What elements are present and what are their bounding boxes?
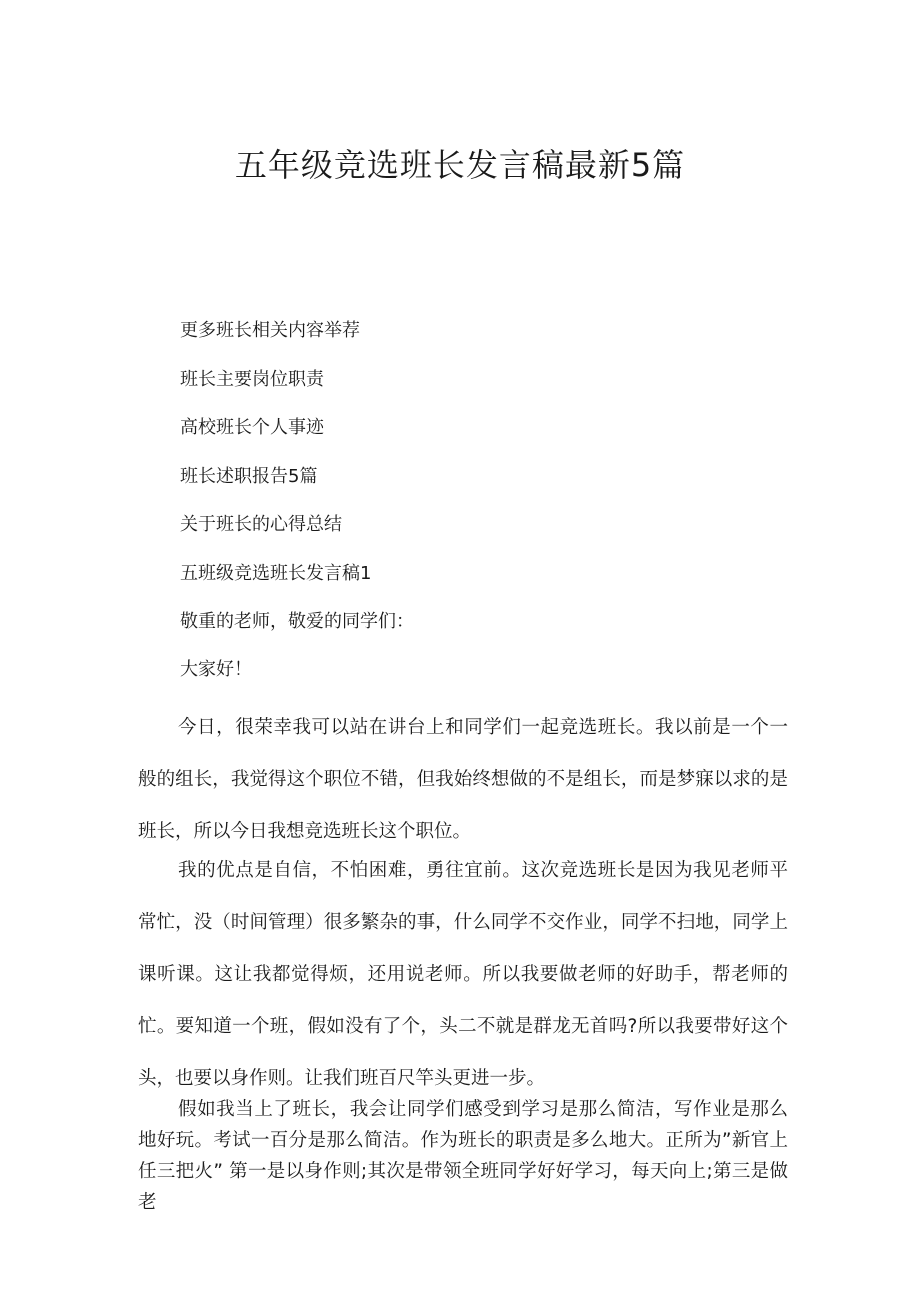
related-link[interactable]: 高校班长个人事迹 — [180, 417, 324, 438]
salutation: 敬重的老师，敬爱的同学们： — [180, 611, 414, 632]
related-link[interactable]: 班长主要岗位职责 — [180, 368, 324, 390]
related-link[interactable]: 关于班长的心得总结 — [180, 514, 342, 535]
related-link[interactable]: 班长述职报告5篇 — [180, 465, 318, 487]
body-paragraph-1: 今日，很荣幸我可以站在讲台上和同学们一起竞选班长。我以前是一个一般的组长，我觉得这个职位不错，但我始终想做的不是组长，而是梦寐以求的是班长，所以今日我想竞选班长这个职位。 — [138, 717, 788, 842]
document-title: 五年级竞选班长发言稿最新5篇 — [234, 146, 686, 184]
greeting-hello: 大家好！ — [180, 659, 252, 680]
related-links-list — [180, 318, 371, 609]
body-paragraph-2: 我的优点是自信，不怕困难，勇往宜前。这次竞选班长是因为我见老师平常忙，没（时间管理）很多繁杂的事，什么同学不交作业，同学不扫地，同学上课听课。这让我都觉得烦，还用说老师。所以我要做老师的好助手，帮老师的忙。要知道一个班，假如没有了个，头二不就是群龙无首吗?所以我要带好这个头，也要以身作则。让我们班百尺竿头更进一步。 — [138, 860, 788, 1089]
related-link[interactable]: 更多班长相关内容举荐 — [180, 320, 360, 341]
body-paragraph-3: 假如我当上了班长，我会让同学们感受到学习是那么简洁，写作业是那么地好玩。考试一百分是那么简洁。作为班长的职责是多么地大。正所为”新官上任三把火” 第一是以身作则;其次是带领全班同学好好学习，每天向上;第三是做老 — [138, 1099, 788, 1213]
related-link[interactable]: 五班级竞选班长发言稿1 — [180, 562, 372, 584]
